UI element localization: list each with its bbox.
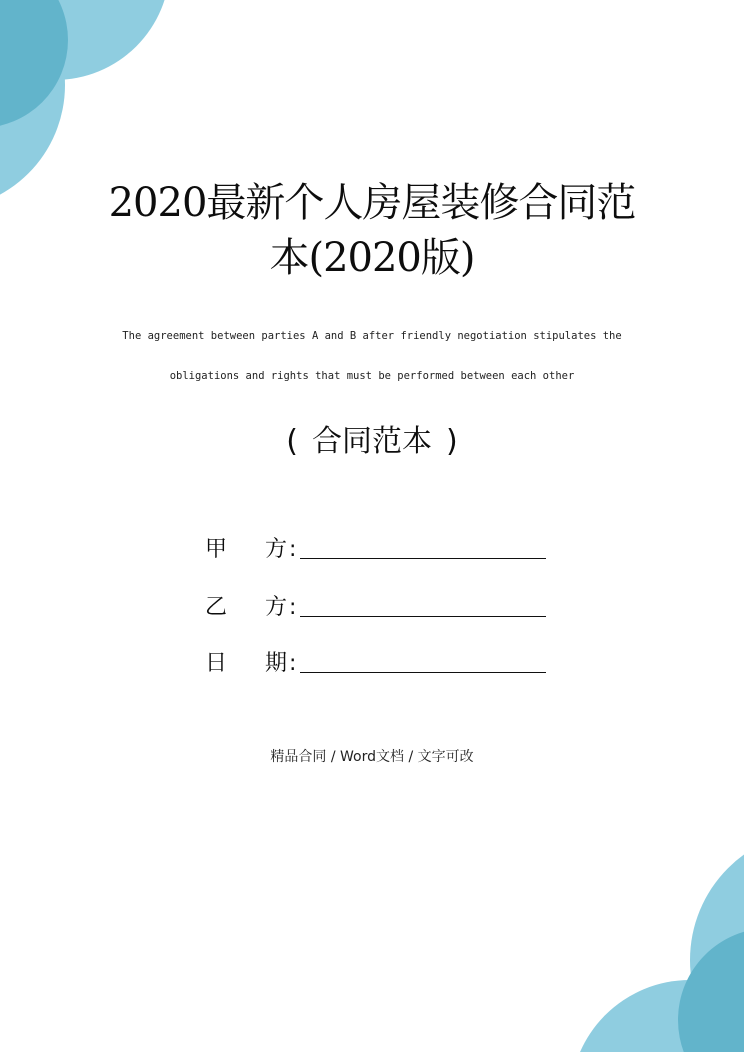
party-a-label-char-2: 方 bbox=[264, 537, 287, 562]
decor-circle-large bbox=[570, 980, 744, 1052]
date-field bbox=[205, 645, 546, 675]
bottom-right-circles bbox=[570, 830, 744, 1052]
open-paren: ( bbox=[286, 424, 298, 459]
decor-circle-large bbox=[0, 0, 170, 80]
date-label-char-2: 期 bbox=[264, 651, 287, 676]
date-blank-line[interactable] bbox=[300, 672, 546, 673]
footer-note: 精品合同 / Word文档 / 文字可改 bbox=[270, 749, 474, 765]
party-b-colon: : bbox=[289, 595, 297, 620]
decor-circle-side bbox=[690, 830, 744, 1052]
top-left-circles bbox=[0, 0, 170, 210]
party-b-label bbox=[205, 597, 287, 619]
date-colon: : bbox=[289, 651, 297, 676]
party-a-colon: : bbox=[289, 537, 297, 562]
document-type-heading bbox=[0, 424, 744, 459]
close-paren: ) bbox=[446, 424, 458, 459]
english-subtitle-line-2: obligations and rights that must be performed between each other bbox=[169, 370, 575, 382]
date-label-char-1: 日 bbox=[205, 651, 228, 676]
party-b-label-char-2: 方 bbox=[264, 595, 287, 620]
party-b-label-char-1: 乙 bbox=[205, 595, 228, 620]
party-a-label bbox=[205, 539, 287, 561]
document-title-line-1: 2020最新个人房屋装修合同范 bbox=[108, 180, 636, 226]
party-b-blank-line[interactable] bbox=[300, 616, 546, 617]
decor-circle-overlap bbox=[678, 928, 744, 1052]
party-a-label-char-1: 甲 bbox=[205, 537, 228, 562]
party-a-blank-line[interactable] bbox=[300, 558, 546, 559]
decor-circle-side bbox=[0, 0, 65, 210]
party-b-field bbox=[205, 589, 546, 619]
date-label bbox=[205, 653, 287, 675]
document-type-text: 合同范本 bbox=[312, 424, 432, 459]
english-subtitle-line-1: The agreement between parties A and B after friendly negotiation stipulates the bbox=[122, 330, 622, 342]
party-a-field bbox=[205, 531, 546, 561]
document-title-line-2: 本(2020版) bbox=[269, 235, 475, 281]
decor-circle-overlap bbox=[0, 0, 68, 128]
